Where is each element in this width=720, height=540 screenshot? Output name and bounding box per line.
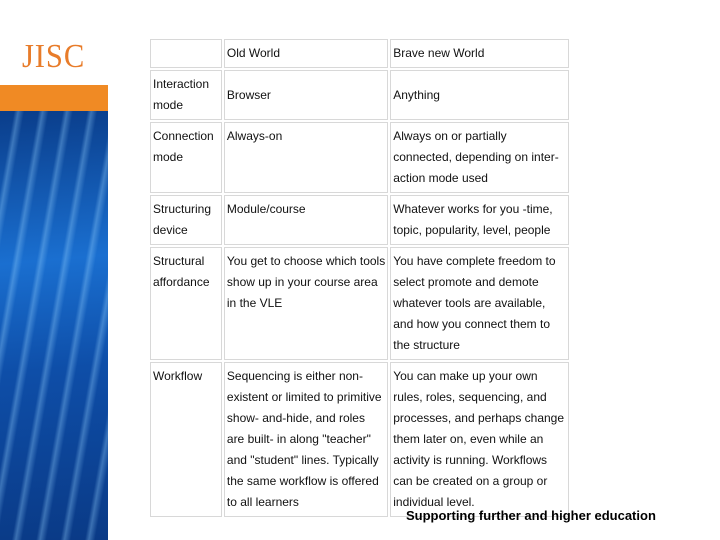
row-label: Workflow (150, 362, 222, 517)
new-world-cell: Always on or partially connected, depending on inter-action mode used (390, 122, 569, 193)
new-world-cell: You have complete freedom to select promote and demote whatever tools are available, and how you connect them to the structure (390, 247, 569, 360)
table-row (150, 70, 569, 120)
header-old-world: Old World (224, 39, 388, 68)
orange-accent-bar (0, 85, 108, 111)
header-empty (150, 39, 222, 68)
new-world-cell: You can make up your own rules, roles, sequencing, and processes, and perhaps change them later on, even while an activity is running. Workflows can be created on a group or individual level. (390, 362, 569, 517)
footer-tagline: Supporting further and higher education (406, 508, 656, 523)
table-row (150, 247, 569, 360)
row-label: Connection mode (150, 122, 222, 193)
old-world-cell: You get to choose which tools show up in your course area in the VLE (224, 247, 388, 360)
table-row (150, 195, 569, 245)
row-label: Interaction mode (150, 70, 222, 120)
blue-decorative-panel (0, 111, 108, 540)
old-world-cell: Always-on (224, 122, 388, 193)
row-label: Structuring device (150, 195, 222, 245)
old-world-cell: Sequencing is either non-existent or limited to primitive show- and-hide, and roles are built- in along "teacher" and "student" lines. Typically the same workflow is offered to all learners (224, 362, 388, 517)
new-world-cell: Anything (390, 70, 569, 120)
table-row (150, 122, 569, 193)
table-row (150, 362, 569, 517)
row-label: Structural affordance (150, 247, 222, 360)
old-world-cell: Browser (224, 70, 388, 120)
comparison-table (148, 37, 571, 519)
old-world-cell: Module/course (224, 195, 388, 245)
new-world-cell: Whatever works for you -time, topic, popularity, level, people (390, 195, 569, 245)
table-header-row (150, 39, 569, 68)
header-brave-new-world: Brave new World (390, 39, 569, 68)
comparison-table-wrapper (148, 37, 571, 519)
jisc-logo: JISC (22, 38, 86, 75)
